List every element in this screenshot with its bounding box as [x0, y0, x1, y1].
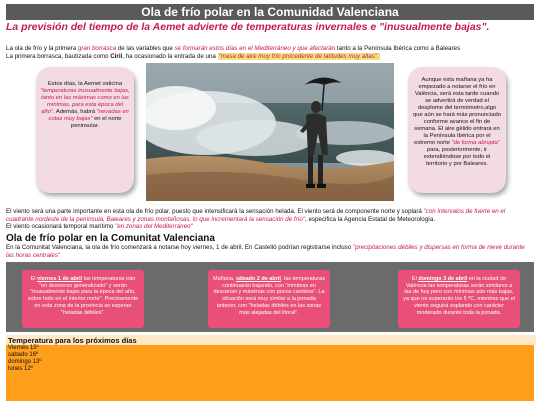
day-card-sunday [398, 270, 520, 328]
headline: La previsión del tiempo de la Aemet advierte de temperaturas invernales e "inusualmente bajas". [6, 21, 490, 33]
card-emphasis: "nevadas en cotas muy bajas" [48, 109, 129, 122]
intro-emphasis: gran borrasca [77, 45, 117, 52]
section-subtitle: Ola de frío polar en la Comunitat Valenciana [6, 233, 215, 244]
valencia-paragraph [6, 244, 534, 259]
day-card-text: , las temperaturas continuarán bajando, con "mínimas en descenso y máximas con pocos cambios". La situación será muy similar a la jornada anterior, con "heladas débiles en las zonas más alejadas del litoral". [213, 276, 325, 316]
info-card-right [408, 67, 506, 193]
wind-text: El viento será una parte importante en esta ola de frío polar, puesto que intensificará la sensación helada. El viento será de componente norte y soplará [6, 208, 424, 215]
intro-paragraph [6, 45, 534, 60]
card-text: en el norte peninsular. [70, 116, 122, 129]
intro-emphasis: se formarán estos días en el Mediterráneo y que afectarán [174, 45, 336, 52]
valencia-text: En la Comunitat Valenciana, la ola de frío comenzará a notarse hoy viernes, 1 de abril. En Castelló podrían registrarse incluso [6, 244, 353, 251]
day-card-date: domingo 3 de abril [418, 276, 468, 282]
day-card-text: El [30, 276, 38, 282]
wind-text: , especifica la Agencia Estatal de Meteorología. [305, 215, 436, 223]
card-emphasis: "temperaturas inusualmente bajas, tanto en las máximas como en las mínimas, para esta época del año". [40, 88, 130, 115]
day-card-date: sábado 2 de abril [235, 276, 281, 282]
forecast-item: sabado 16º [8, 352, 39, 358]
forecast-item: lunes 12º [8, 366, 33, 372]
highlight-quote: "masa de aire muy frío procedente de latitudes muy altas". [218, 52, 379, 60]
card-text: Aunque esta mañana ya ha empezado a notarse el frío en València, será esta tarde cuando se advertirá de verdad el desplome del termómetro,algo que aún se hará más pronunciado conforme avance el fin de semana. El aire gélido entrará en la Península Ibérica por el extremo norte [413, 77, 501, 146]
intro-text: de las variables que [116, 45, 175, 52]
intro-text: La ola de frío y la primera [6, 45, 78, 52]
wind-emphasis: "en zonas del Mediterráneo" [115, 223, 193, 230]
card-text: Además, habrá [54, 109, 97, 115]
info-card-left [36, 67, 134, 193]
day-card-text: Mañana, [213, 276, 236, 282]
card-emphasis: "de forma abrupta" [451, 140, 500, 146]
forecast-title: Temperatura para los próximos días [6, 335, 536, 345]
storm-photo-illustration [146, 63, 394, 201]
intro-text: , ha ocasionado la entrada de una [122, 52, 218, 60]
intro-text: tanto a la Península Ibérica como a Baleares [335, 45, 461, 52]
card-text: Estos días, la Aemet vaticina [47, 81, 123, 87]
intro-text: La primera borrasca, bautizada como [6, 52, 111, 60]
day-card-text: las temperaturas irán "en descenso generalizado" y serán "inusualmente bajas para la época del año, sobre todo en el interior norte". Precisamente en esta zona de la provincia se esperan "heladas débiles". [27, 276, 139, 316]
page-title: Ola de frío polar en la Comunidad Valenciana [6, 4, 534, 20]
forecast-item: Viernes 15º [8, 345, 39, 351]
forecast-item: domingo 13º [8, 359, 42, 365]
forecast-section [6, 335, 534, 401]
wind-emphasis: "con intervalos de fuerte en el cuadrante nordeste de la península, Baleares y zonas montañosas, lo que incrementará la sensación de frío" [6, 208, 506, 223]
storm-photo [146, 63, 394, 201]
day-card-text: en la ciudad de València las temperaturas serán similares a las de hoy pero con mínimas aún más bajas, ya que no superarán los 5 ºC, mientras que el viento seguirá soplando con carácter moderado durante toda la jornada. [403, 276, 515, 316]
wind-text: El viento ocasionará temporal marítimo [6, 223, 116, 230]
day-card-text: El [411, 276, 419, 282]
storm-name: Ciril [110, 52, 123, 60]
day-card-friday [22, 270, 144, 328]
wind-paragraph [6, 208, 534, 231]
valencia-emphasis: "precipitaciones débiles y dispersas en forma de nieve durante las horas centrales" [6, 244, 525, 259]
day-card-date: viernes 1 de abril [37, 276, 83, 282]
card-text: para, posteriormente, ir extendiéndose por todo el territorio y por Baleares. [423, 147, 491, 167]
day-card-saturday [208, 270, 330, 328]
